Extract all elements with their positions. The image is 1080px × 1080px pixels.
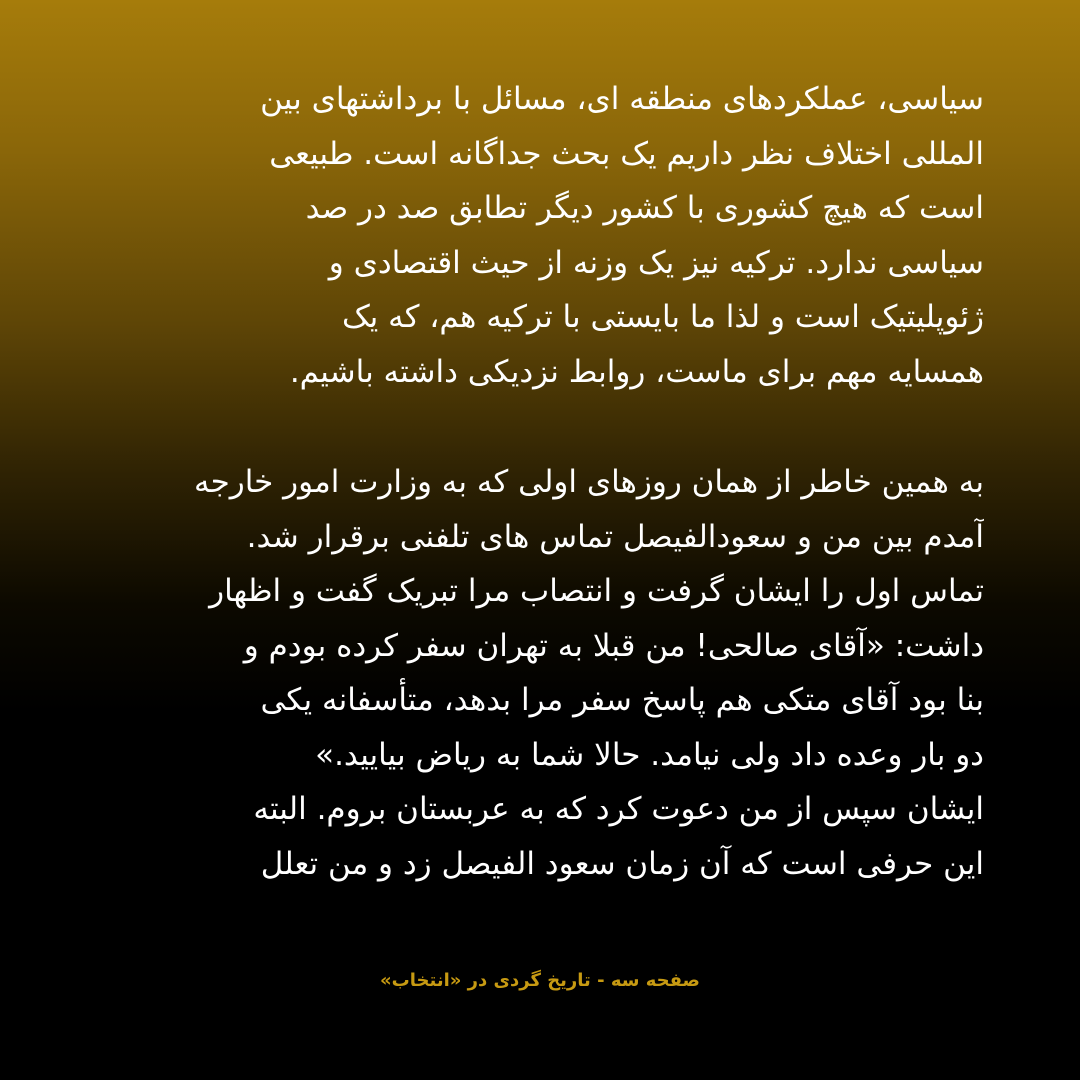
paragraph-1 bbox=[118, 72, 984, 399]
text-line: همسایه مهم برای ماست، روابط نزدیکی داشته باشیم. bbox=[289, 353, 984, 390]
text-line: ژئوپلیتیک است و لذا ما بایستی با ترکیه هم، که یک bbox=[341, 299, 984, 335]
text-line: ایشان سپس از من دعوت کرد که به عربستان بروم. البته bbox=[253, 791, 984, 827]
text-line: این حرفی است که آن زمان سعود الفیصل زد و من تعلل bbox=[260, 845, 984, 882]
paragraph-2 bbox=[118, 455, 984, 891]
text-line: است که هیچ کشوری با کشور دیگر تطابق صد در صد bbox=[305, 190, 984, 226]
footer-caption: صفحه سه - تاریخ گردی در «انتخاب» bbox=[380, 970, 700, 991]
text-line: سیاسی، عملکردهای منطقه ای، مسائل با برداشتهای بین bbox=[260, 81, 984, 117]
text-line: تماس اول را ایشان گرفت و انتصاب مرا تبریک گفت و اظهار bbox=[209, 573, 984, 609]
text-line: بنا بود آقای متکی هم پاسخ سفر مرا بدهد، متأسفانه یکی bbox=[260, 682, 984, 718]
text-line: المللی اختلاف نظر داریم یک بحث جداگانه است. طبیعی bbox=[269, 135, 984, 172]
article-body bbox=[118, 72, 984, 891]
text-line: آمدم بین من و سعودالفیصل تماس های تلفنی برقرار شد. bbox=[246, 518, 984, 555]
text-line: داشت: «آقای صالحی! من قبلا به تهران سفر کرده بودم و bbox=[243, 627, 984, 664]
text-line: دو بار وعده داد ولی نیامد. حالا شما به ریاض بیایید.» bbox=[315, 736, 984, 773]
text-line: به همین خاطر از همان روزهای اولی که به وزارت امور خارجه bbox=[193, 464, 984, 500]
text-line: سیاسی ندارد. ترکیه نیز یک وزنه از حیث اقتصادی و bbox=[328, 244, 984, 281]
